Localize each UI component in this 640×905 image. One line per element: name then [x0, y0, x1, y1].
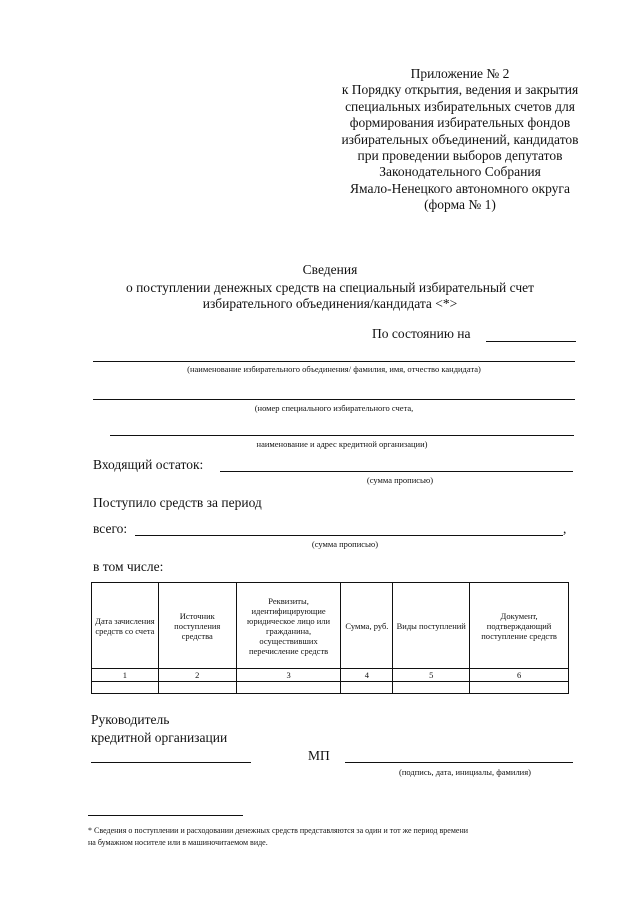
table-cell[interactable] [393, 682, 470, 694]
signature-caption: (подпись, дата, инициалы, фамилия) [399, 767, 531, 777]
total-comma: , [563, 521, 567, 536]
name-caption: (наименование избирательного объединения/ фамилия, имя, отчество кандидата) [187, 364, 481, 374]
column-number: 4 [341, 669, 393, 682]
total-label: всего: [93, 521, 128, 536]
table-cell[interactable] [92, 682, 159, 694]
table-cell[interactable] [341, 682, 393, 694]
table-header-cell: Дата зачисления средств со счета [92, 583, 159, 669]
header-line: (форма № 1) [424, 197, 496, 213]
table-row[interactable] [92, 682, 569, 694]
account-caption: (номер специального избирательного счета, [254, 403, 414, 413]
head-label-2: кредитной организации [91, 730, 228, 745]
header-line: формирования избирательных фондов [349, 115, 571, 131]
including-label: в том числе: [93, 559, 164, 574]
footnote-line: на бумажном носителе или в машиночитаемом виде. [88, 838, 268, 847]
header-line: Законодательного Собрания [379, 164, 541, 180]
head-label-1: Руководитель [91, 712, 170, 727]
header-line: избирательных объединений, кандидатов [341, 131, 579, 147]
as-of-date-line[interactable] [486, 341, 576, 342]
head-signature-line[interactable] [91, 762, 251, 763]
total-line[interactable] [135, 535, 563, 536]
appendix-header [300, 66, 620, 214]
document-subtitle-2: избирательного объединения/кандидата <*> [202, 296, 458, 311]
total-caption: (сумма прописью) [311, 539, 379, 549]
footnote [88, 825, 608, 849]
column-number: 3 [236, 669, 341, 682]
table-header-cell: Документ, подтверждающий поступление средств [470, 583, 569, 669]
header-line: специальных избирательных счетов для [345, 98, 575, 114]
column-number: 1 [92, 669, 159, 682]
header-line: Приложение № 2 [410, 66, 510, 81]
table-header-cell: Сумма, руб. [341, 583, 393, 669]
table-header-cell: Источник поступления средства [158, 583, 236, 669]
column-number: 5 [393, 669, 470, 682]
opening-balance-line[interactable] [220, 471, 573, 472]
receipts-table [91, 582, 569, 694]
table-header-cell: Виды поступлений [393, 583, 470, 669]
column-number: 2 [158, 669, 236, 682]
header-line: при проведении выборов депутатов [357, 148, 563, 164]
opening-balance-caption: (сумма прописью) [366, 475, 434, 485]
signature-line[interactable] [345, 762, 573, 763]
table-cell[interactable] [158, 682, 236, 694]
stamp-label: МП [308, 748, 330, 763]
document-title: Сведения [302, 262, 358, 277]
table-cell[interactable] [236, 682, 341, 694]
bank-field-line[interactable] [110, 435, 574, 436]
header-line: к Порядку открытия, ведения и закрытия [341, 82, 579, 98]
received-label: Поступило средств за период [93, 495, 262, 510]
bank-caption: наименование и адрес кредитной организации) [256, 439, 428, 449]
footnote-divider [88, 815, 243, 816]
name-field-line[interactable] [93, 361, 575, 362]
table-header-cell: Реквизиты, идентифицирующие юридическое лицо или гражданина, осуществивших перечисление средств [236, 583, 341, 669]
as-of-label: По состоянию на [372, 326, 471, 341]
header-line: Ямало-Ненецкого автономного округа [350, 180, 570, 196]
column-number: 6 [470, 669, 569, 682]
account-field-line[interactable] [93, 399, 575, 400]
opening-balance-label: Входящий остаток: [93, 457, 204, 472]
table-number-row [92, 669, 569, 682]
footnote-line: * Сведения о поступлении и расходовании денежных средств представляются за один и тот же период времени [88, 826, 469, 835]
table-header-row [92, 583, 569, 669]
table-cell[interactable] [470, 682, 569, 694]
document-subtitle-1: о поступлении денежных средств на специальный избирательный счет [125, 280, 535, 295]
